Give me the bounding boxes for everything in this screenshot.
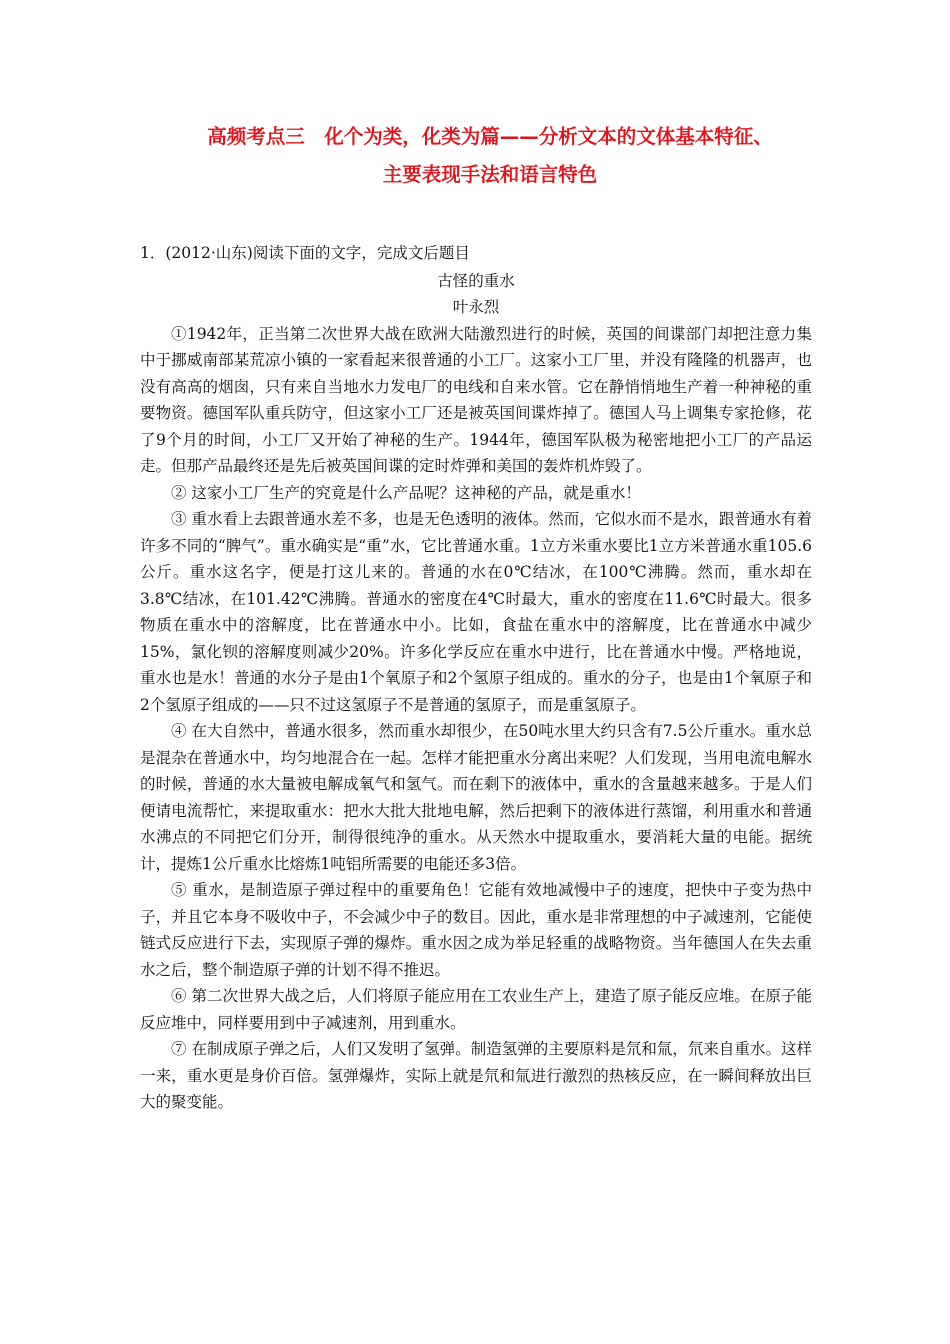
document-body (140, 240, 812, 1116)
paragraph-7: ⑦ 在制成原子弹之后，人们又发明了氢弹。制造氢弹的主要原料是氘和氚，氘来自重水。这样一来，重水更是身价百倍。氢弹爆炸，实际上就是氘和氚进行激烈的热核反应，在一瞬间释放出巨大的聚变能。 (140, 1040, 812, 1111)
paragraph-4: ④ 在大自然中，普通水很多，然而重水却很少，在50吨水里大约只含有7.5公斤重水。重水总是混杂在普通水中，均匀地混合在一起。怎样才能把重水分离出来呢？人们发现，当用电流电解水的时候，普通的水大量被电解成氧气和氢气。而在剩下的液体中，重水的含量越来越多。于是人们便请电流帮忙，来提取重水：把水大批大批地电解，然后把剩下的液体进行蒸馏，利用重水和普通水沸点的不同把它们分开，制得很纯净的重水。从天然水中提取重水，要消耗大量的电能。据统计，提炼1公斤重水比熔炼1吨铝所需要的电能还多3倍。 (140, 722, 812, 873)
article-author: 叶永烈 (452, 298, 500, 316)
paragraph-6: ⑥ 第二次世界大战之后，人们将原子能应用在工农业生产上，建造了原子能反应堆。在原子能反应堆中，同样要用到中子减速剂，用到重水。 (140, 987, 812, 1032)
question-intro: 1．(2012·山东)阅读下面的文字，完成文后题目 (140, 244, 470, 262)
heading-line-1: 高频考点三 化个为类，化类为篇——分析文本的文体基本特征、 (207, 125, 773, 148)
paragraph-1: ①1942年，正当第二次世界大战在欧洲大陆激烈进行的时候，英国的间谍部门却把注意力集中于挪威南部某荒凉小镇的一家看起来很普通的小工厂。这家小工厂里，并没有隆隆的机器声，也没有高高的烟囱，只有来自当地水力发电厂的电线和自来水管。它在静悄悄地生产着一种神秘的重要物资。德国军队重兵防守，但这家小工厂还是被英国间谍炸掉了。德国人马上调集专家抢修，花了9个月的时间，小工厂又开始了神秘的生产。1944年，德国军队极为秘密地把小工厂的产品运走。但那产品最终还是先后被英国间谍的定时炸弹和美国的轰炸机炸毁了。 (140, 324, 812, 475)
section-heading (140, 118, 840, 194)
paragraph-3: ③ 重水看上去跟普通水差不多，也是无色透明的液体。然而，它似水而不是水，跟普通水有着许多不同的“脾气”。重水确实是“重”水，它比普通水重。1立方米重水要比1立方米普通水重105.6公斤。重水这名字，便是打这儿来的。普通的水在0℃结冰，在100℃沸腾。然而，重水却在3.8℃结冰，在101.42℃沸腾。普通水的密度在4℃时最大，重水的密度在11.6℃时最大。很多物质在重水中的溶解度，比在普通水中小。比如，食盐在重水中的溶解度，比在普通水中减少15%，氯化钡的溶解度则减少20%。许多化学反应在重水中进行，比在普通水中慢。严格地说，重水也是水！普通的水分子是由1个氧原子和2个氢原子组成的。重水的分子，也是由1个氧原子和2个氢原子组成的——只不过这氢原子不是普通的氢原子，而是重氢原子。 (140, 510, 812, 714)
paragraph-5: ⑤ 重水，是制造原子弹过程中的重要角色！它能有效地减慢中子的速度，把快中子变为热中子，并且它本身不吸收中子，不会减少中子的数目。因此，重水是非常理想的中子减速剂，它能使链式反应进行下去，实现原子弹的爆炸。重水因之成为举足轻重的战略物资。当年德国人在失去重水之后，整个制造原子弹的计划不得不推迟。 (140, 881, 812, 979)
heading-line-2: 主要表现手法和语言特色 (382, 163, 598, 186)
paragraph-2: ② 这家小工厂生产的究竟是什么产品呢？这神秘的产品，就是重水！ (171, 483, 641, 502)
article-title: 古怪的重水 (437, 271, 515, 290)
